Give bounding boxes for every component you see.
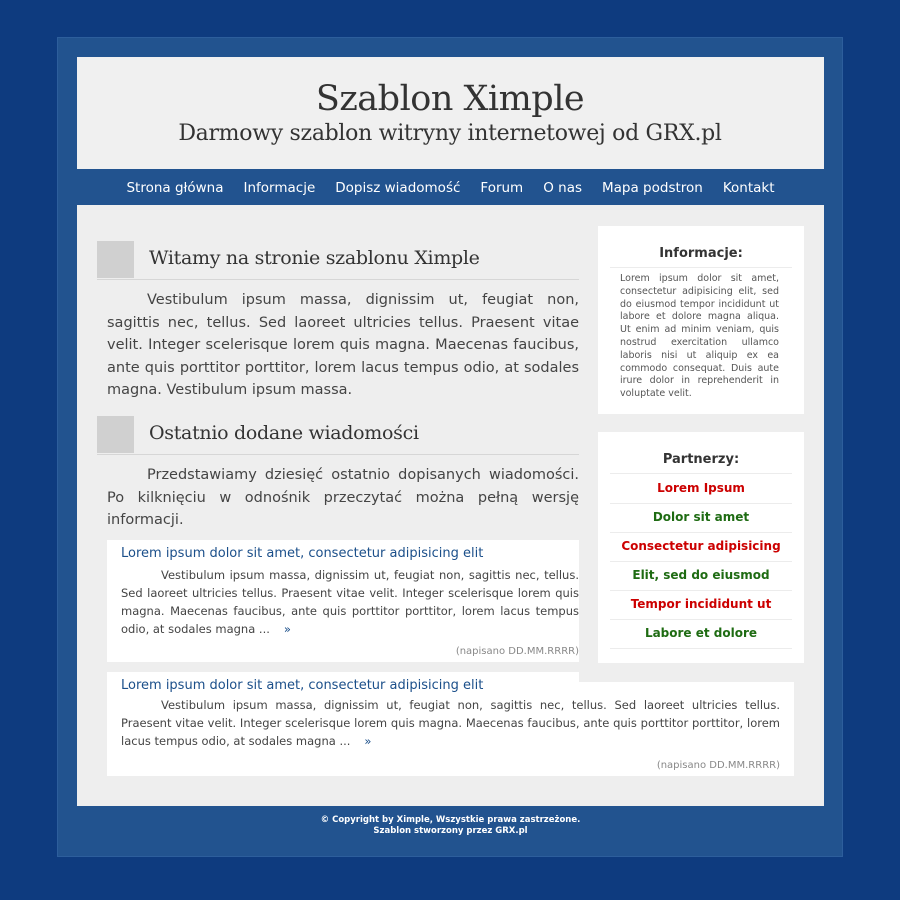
heading-square-icon	[97, 241, 134, 278]
news-date: (napisano DD.MM.RRRR)	[455, 646, 579, 657]
welcome-title: Witamy na stronie szablonu Ximple	[149, 247, 480, 269]
credit-text: Szablon stworzony przez GRX.pl	[373, 826, 528, 836]
nav-item-sitemap[interactable]: Mapa podstron	[602, 180, 703, 196]
partner-link[interactable]: Tempor incididunt ut	[610, 590, 792, 620]
welcome-text: Vestibulum ipsum massa, dignissim ut, feugiat non, sagittis nec, tellus. Sed laoreet ultricies tellus. Praesent vitae velit. Integer scelerisque lorem quis magna. Maecenas faucibus, ante quis porttitor porttitor, lorem lacus tempus odio, at sodales magna. Vestibulum ipsum massa.	[107, 292, 579, 398]
news-item	[107, 678, 794, 776]
heading-square-icon	[97, 416, 134, 453]
news-title-link[interactable]: Lorem ipsum dolor sit amet, consectetur adipisicing elit	[121, 678, 484, 693]
partner-link[interactable]: Dolor sit amet	[610, 503, 792, 533]
partner-link[interactable]: Elit, sed do eiusmod	[610, 561, 792, 591]
divider	[610, 267, 792, 268]
recent-heading	[97, 416, 579, 455]
info-box-text: Lorem ipsum dolor sit amet, consectetur adipisicing elit, sed do eiusmod tempor incididunt ut labore et dolore magna aliqua. Ut enim ad minim veniam, quis nostrud exercitation ullamco laboris nisi ut aliquip ex ea commodo consequat. Duis aute irure dolor in reprehenderit in voluptate velit.	[620, 273, 779, 400]
nav-item-info[interactable]: Informacje	[243, 180, 316, 196]
news-title-link[interactable]: Lorem ipsum dolor sit amet, consectetur adipisicing elit	[121, 546, 484, 561]
welcome-heading	[97, 241, 579, 280]
partners-box-title: Partnerzy:	[662, 452, 740, 467]
main-navigation	[77, 172, 824, 204]
news-body-text: Vestibulum ipsum massa, dignissim ut, feugiat non, sagittis nec, tellus. Sed laoreet ultricies tellus. Praesent vitae velit. Integer scelerisque lorem quis magna. Maecenas faucibus, ante quis porttitor porttitor, lorem lacus tempus odio, at sodales magna ...	[121, 568, 579, 636]
partners-box	[598, 432, 804, 663]
nav-item-contact[interactable]: Kontakt	[722, 180, 775, 196]
news-body	[121, 566, 579, 638]
site-subtitle: Darmowy szablon witryny internetowej od GRX.pl	[178, 121, 722, 146]
recent-text: Przedstawiamy dziesięć ostatnio dopisanych wiadomości. Po kilknięciu w odnośnik przeczytać można pełną wersję informacji.	[107, 467, 579, 528]
news-body-text: Vestibulum ipsum massa, dignissim ut, feugiat non, sagittis nec, tellus. Sed laoreet ultricies tellus. Praesent vitae velit. Integer scelerisque lorem quis magna. Maecenas faucibus, ante quis porttitor porttitor, lorem lacus tempus odio, at sodales magna ...	[121, 698, 780, 748]
news-date: (napisano DD.MM.RRRR)	[656, 760, 780, 771]
nav-item-add-message[interactable]: Dopisz wiadomość	[335, 180, 461, 196]
partner-link[interactable]: Consectetur adipisicing	[610, 532, 792, 562]
read-more-link[interactable]: »	[364, 734, 372, 748]
nav-item-home[interactable]: Strona główna	[126, 180, 224, 196]
nav-item-forum[interactable]: Forum	[480, 180, 524, 196]
site-title: Szablon Ximple	[315, 79, 585, 119]
copyright-text: © Copyright by Ximple, Wszystkie prawa zastrzeżone.	[320, 815, 581, 825]
read-more-link[interactable]: »	[283, 622, 291, 636]
nav-item-about[interactable]: O nas	[543, 180, 582, 196]
news-body	[121, 696, 780, 750]
partner-link[interactable]: Lorem Ipsum	[610, 474, 792, 504]
partner-link[interactable]: Labore et dolore	[610, 619, 792, 649]
site-footer	[77, 815, 824, 837]
recent-title: Ostatnio dodane wiadomości	[149, 422, 419, 444]
info-box	[598, 226, 804, 414]
news-item	[107, 540, 579, 662]
info-box-title: Informacje:	[659, 246, 743, 261]
